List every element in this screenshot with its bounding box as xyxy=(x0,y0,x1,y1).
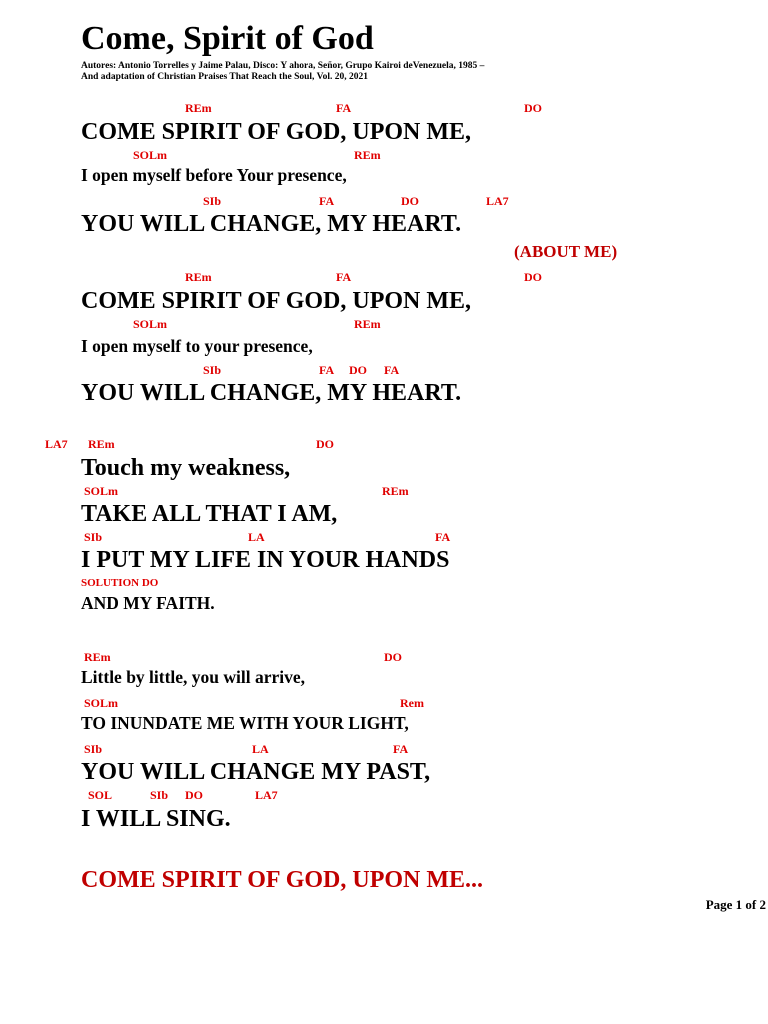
chord: SOLm xyxy=(84,696,119,710)
chord: SIb xyxy=(84,530,103,544)
chord: FA xyxy=(336,101,352,115)
lyric-line: COME SPIRIT OF GOD, UPON ME, xyxy=(81,119,472,145)
chord: FA xyxy=(319,363,335,377)
chord: LA7 xyxy=(255,788,278,802)
chord: Rem xyxy=(400,696,424,710)
page-number: Page 1 of 2 xyxy=(705,897,766,912)
chord: SOLm xyxy=(133,148,168,162)
chord: SOL xyxy=(88,788,113,802)
lyric-line: YOU WILL CHANGE, MY HEART. xyxy=(81,380,462,406)
chord: REm xyxy=(185,101,212,115)
lyric-line: YOU WILL CHANGE MY PAST, xyxy=(81,759,431,785)
chord: SIb xyxy=(203,363,222,377)
chord: FA xyxy=(384,363,400,377)
closing-lyric-line: COME SPIRIT OF GOD, UPON ME... xyxy=(81,867,484,893)
chord: DO xyxy=(401,194,419,208)
chord: SIb xyxy=(150,788,169,802)
lyric-line: TO INUNDATE ME WITH YOUR LIGHT, xyxy=(81,713,409,733)
chord: DO xyxy=(349,363,367,377)
lyric-line: COME SPIRIT OF GOD, UPON ME, xyxy=(81,288,472,314)
chord: DO xyxy=(316,437,334,451)
note-about-me: (ABOUT ME) xyxy=(514,242,618,261)
chord: FA xyxy=(319,194,335,208)
lyric-line: Touch my weakness, xyxy=(81,455,291,481)
lyric-line: I PUT MY LIFE IN YOUR HANDS xyxy=(81,547,450,573)
chord: REm xyxy=(354,148,381,162)
credits-line-1: Autores: Antonio Torrelles y Jaime Palau, Disco: Y ahora, Señor, Grupo Kairoi deVenezuela, 1985 – xyxy=(81,61,485,71)
chord: REm xyxy=(185,270,212,284)
chord: SOLm xyxy=(133,317,168,331)
chord: DO xyxy=(524,101,542,115)
lyric-line: I WILL SING. xyxy=(81,806,231,832)
chord: FA xyxy=(435,530,451,544)
chord: LA7 xyxy=(45,437,68,451)
lyric-line: TAKE ALL THAT I AM, xyxy=(81,501,338,527)
lyric-line: I open myself to your presence, xyxy=(81,336,313,356)
lyric-line: Little by little, you will arrive, xyxy=(81,667,306,687)
chord: SIb xyxy=(203,194,222,208)
chord: REm xyxy=(354,317,381,331)
chord: LA xyxy=(248,530,265,544)
chord: SOLm xyxy=(84,484,119,498)
chord: LA xyxy=(252,742,269,756)
chord: DO xyxy=(384,650,402,664)
chord: REm xyxy=(382,484,409,498)
chord: SOLUTION DO xyxy=(81,577,159,589)
credits-line-2: And adaptation of Christian Praises That Reach the Soul, Vol. 20, 2021 xyxy=(81,72,368,82)
chord: FA xyxy=(393,742,409,756)
lyric-line: AND MY FAITH. xyxy=(81,593,215,613)
chord: DO xyxy=(524,270,542,284)
song-title: Come, Spirit of God xyxy=(81,20,374,57)
chord: REm xyxy=(88,437,115,451)
chord: SIb xyxy=(84,742,103,756)
lyric-line: YOU WILL CHANGE, MY HEART. xyxy=(81,211,462,237)
chord: DO xyxy=(185,788,203,802)
chord: FA xyxy=(336,270,352,284)
chord: REm xyxy=(84,650,111,664)
lyric-line: I open myself before Your presence, xyxy=(81,165,347,185)
chord: LA7 xyxy=(486,194,509,208)
